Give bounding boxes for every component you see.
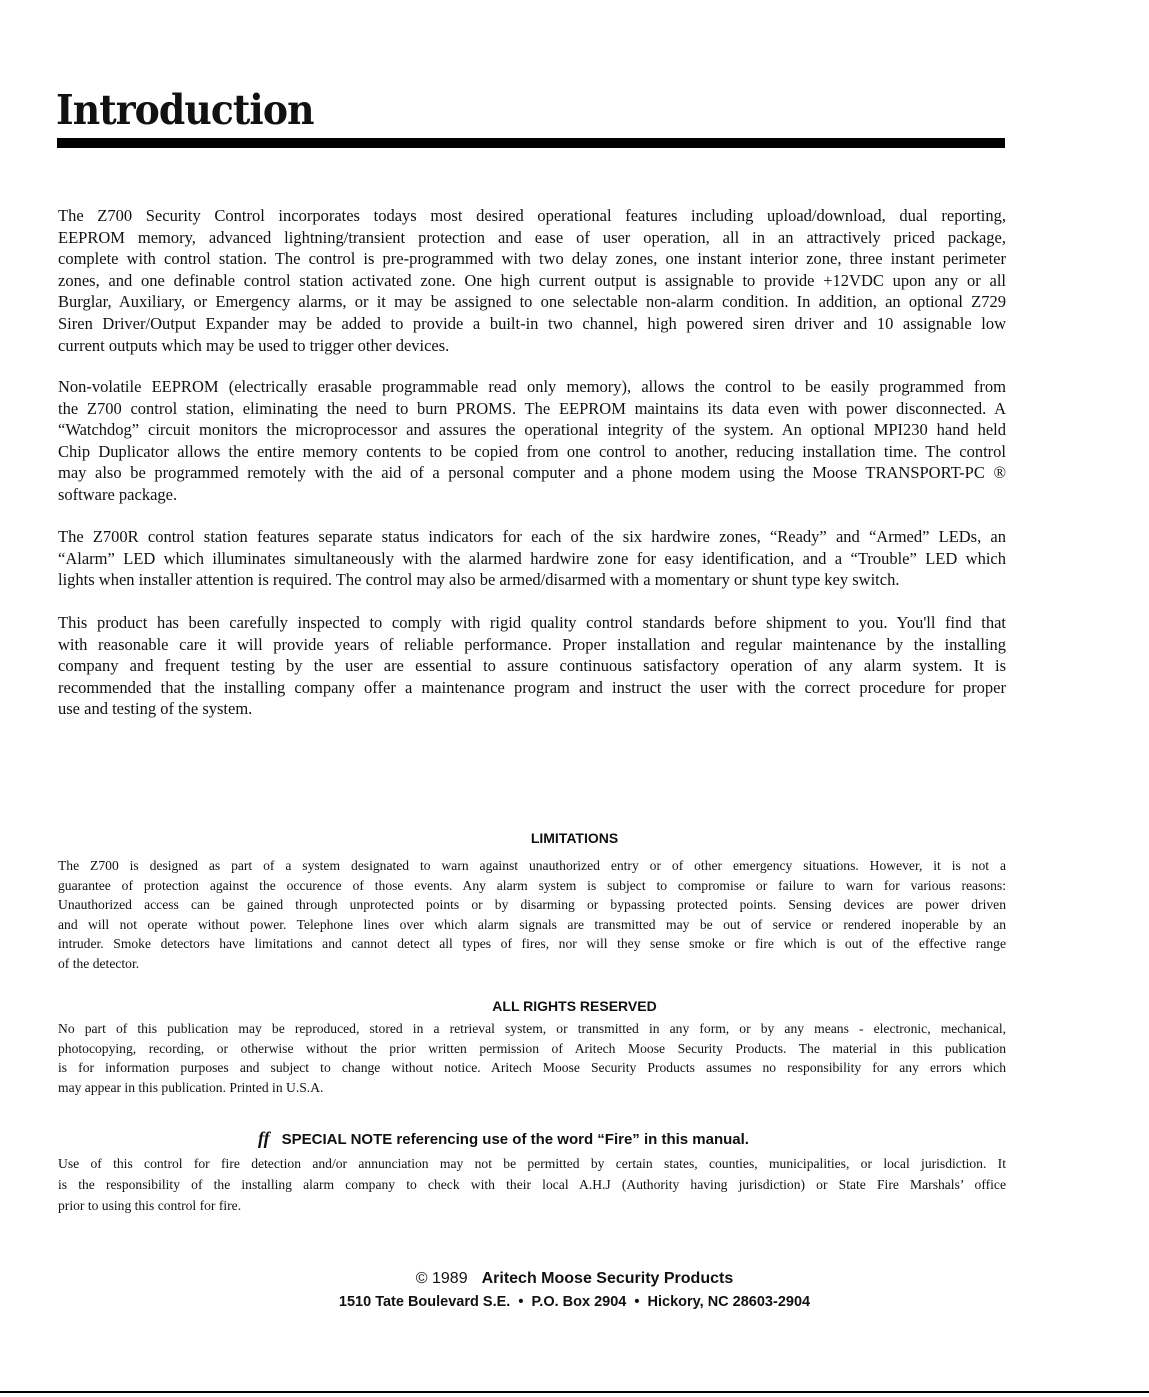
- text-line: The Z700 is designed as part of a system designated to warn against unauthorized entry or of other emergency situations. However, it is not a: [58, 858, 1006, 873]
- limitations-text: [58, 856, 1006, 974]
- intro-paragraph-4: [58, 612, 1006, 720]
- text-line: is for information purposes and subject to change without notice. Aritech Moose Security Products assumes no responsibility for any errors which: [58, 1060, 1006, 1076]
- intro-paragraph-2: [58, 376, 1006, 506]
- text-line: and will not operate without power. Telephone lines over which alarm signals are transmitted may be out of service or rendered inoperable by an: [58, 916, 1006, 932]
- text-line: of the detector.: [58, 955, 140, 971]
- text-line: zones, and one definable control station activated zone. One high current output is assignable to provide +12VDC upon any or all: [58, 270, 1006, 290]
- text-line: guarantee of protection against the occurence of those events. Any alarm system is subject to compromise or failure to warn for various reasons:: [58, 877, 1006, 893]
- text-line: Chip Duplicator allows the entire memory contents to be copied from one control to another, reducing installation time. The control: [58, 441, 1006, 461]
- text-line: with reasonable care it will provide years of reliable performance. Proper installation and regular maintenance by the installing: [58, 634, 1006, 654]
- text-line: current outputs which may be used to trigger other devices.: [58, 335, 450, 355]
- text-line: Use of this control for fire detection and/or annunciation may not be permitted by certain states, counties, municipalities, or local jurisdiction. It: [58, 1156, 1006, 1171]
- text-line: Unauthorized access can be gained through unprotected points or by disarming or bypassing protected points. Sensing devices are power driven: [58, 897, 1006, 913]
- text-line: This product has been carefully inspected to comply with rigid quality control standards before shipment to you. You'll find that: [58, 613, 1006, 632]
- page-title: Introduction: [56, 86, 314, 134]
- text-line: The Z700R control station features separate status indicators for each of the six hardwire zones, “Ready” and “Armed” LEDs, an: [58, 527, 1006, 546]
- rights-heading: ALL RIGHTS RESERVED: [492, 998, 657, 1014]
- text-line: recommended that the installing company offer a maintenance program and instruct the user with the correct procedure for proper: [58, 677, 1006, 697]
- text-line: EEPROM memory, advanced lightning/transient protection and ease of user operation, all in an attractively priced package,: [58, 227, 1006, 247]
- limitations-heading: LIMITATIONS: [530, 830, 619, 846]
- text-line: may appear in this publication. Printed in U.S.A.: [58, 1079, 324, 1095]
- text-line: may also be programmed remotely with the aid of a personal computer and a phone modem using the Moose TRANSPORT-PC ®: [58, 463, 1006, 483]
- text-line: photocopying, recording, or otherwise without the prior written permission of Aritech Moose Security Products. The material in this publication: [58, 1040, 1006, 1056]
- footer-address: 1510 Tate Boulevard S.E. • P.O. Box 2904 • Hickory, NC 28603-2904: [338, 1294, 811, 1310]
- text-line: use and testing of the system.: [58, 699, 253, 719]
- text-line: “Watchdog” circuit monitors the microprocessor and assures the operational integrity of the system. An optional MPI230 hand held: [58, 420, 1006, 440]
- text-line: “Alarm” LED which illuminates simultaneously with the alarmed hardwire zone for easy identification, and a “Trouble” LED which: [58, 548, 1006, 568]
- fire-symbol-icon: ff: [258, 1128, 270, 1148]
- text-line: company and frequent testing by the user are essential to assure continuous satisfactory operation of any alarm system. It is: [58, 656, 1006, 676]
- text-line: No part of this publication may be reproduced, stored in a retrieval system, or transmitted in any form, or by any means - electronic, mechanical,: [58, 1021, 1006, 1036]
- company-name: Aritech Moose Security Products: [481, 1270, 734, 1287]
- footer-company-line: [0, 1270, 1149, 1288]
- text-line: intruder. Smoke detectors have limitations and cannot detect all types of fires, nor will they sense smoke or fire which is out of the effective range: [58, 936, 1006, 952]
- intro-paragraph-1: [58, 205, 1006, 356]
- copyright: © 1989: [415, 1270, 468, 1287]
- text-line: is the responsibility of the installing alarm company to check with their local A.H.J (Authority having jurisdiction) or State Fire Marshals’ office: [58, 1177, 1006, 1192]
- text-line: Burglar, Auxiliary, or Emergency alarms, or it may be assigned to one selectable non-alarm condition. In addition, an optional Z729: [58, 292, 1006, 312]
- text-line: complete with control station. The control is pre-programmed with two delay zones, one instant interior zone, three instant perimeter: [58, 249, 1006, 269]
- title-rule: [57, 138, 1005, 148]
- text-line: Non-volatile EEPROM (electrically erasable programmable read only memory), allows the control to be easily programmed from: [58, 377, 1006, 396]
- text-line: prior to using this control for fire.: [58, 1198, 242, 1213]
- special-note-title: SPECIAL NOTE referencing use of the word “Fire” in this manual.: [281, 1131, 749, 1148]
- text-line: The Z700 Security Control incorporates todays most desired operational features including upload/download, dual reporting,: [58, 206, 1006, 225]
- intro-paragraph-3: [58, 526, 1006, 591]
- text-line: software package.: [58, 484, 178, 504]
- special-note-heading: [258, 1128, 749, 1149]
- page-bottom-edge: [0, 1391, 1149, 1393]
- text-line: lights when installer attention is required. The control may also be armed/disarmed with a momentary or shunt type key switch.: [58, 570, 900, 590]
- special-note-text: [58, 1153, 1006, 1216]
- rights-text: [58, 1019, 1006, 1097]
- text-line: the Z700 control station, eliminating the need to burn PROMS. The EEPROM maintains its data even with power disconnected. A: [58, 398, 1006, 418]
- text-line: Siren Driver/Output Expander may be added to provide a built-in two channel, high powered siren driver and 10 assignable low: [58, 313, 1006, 333]
